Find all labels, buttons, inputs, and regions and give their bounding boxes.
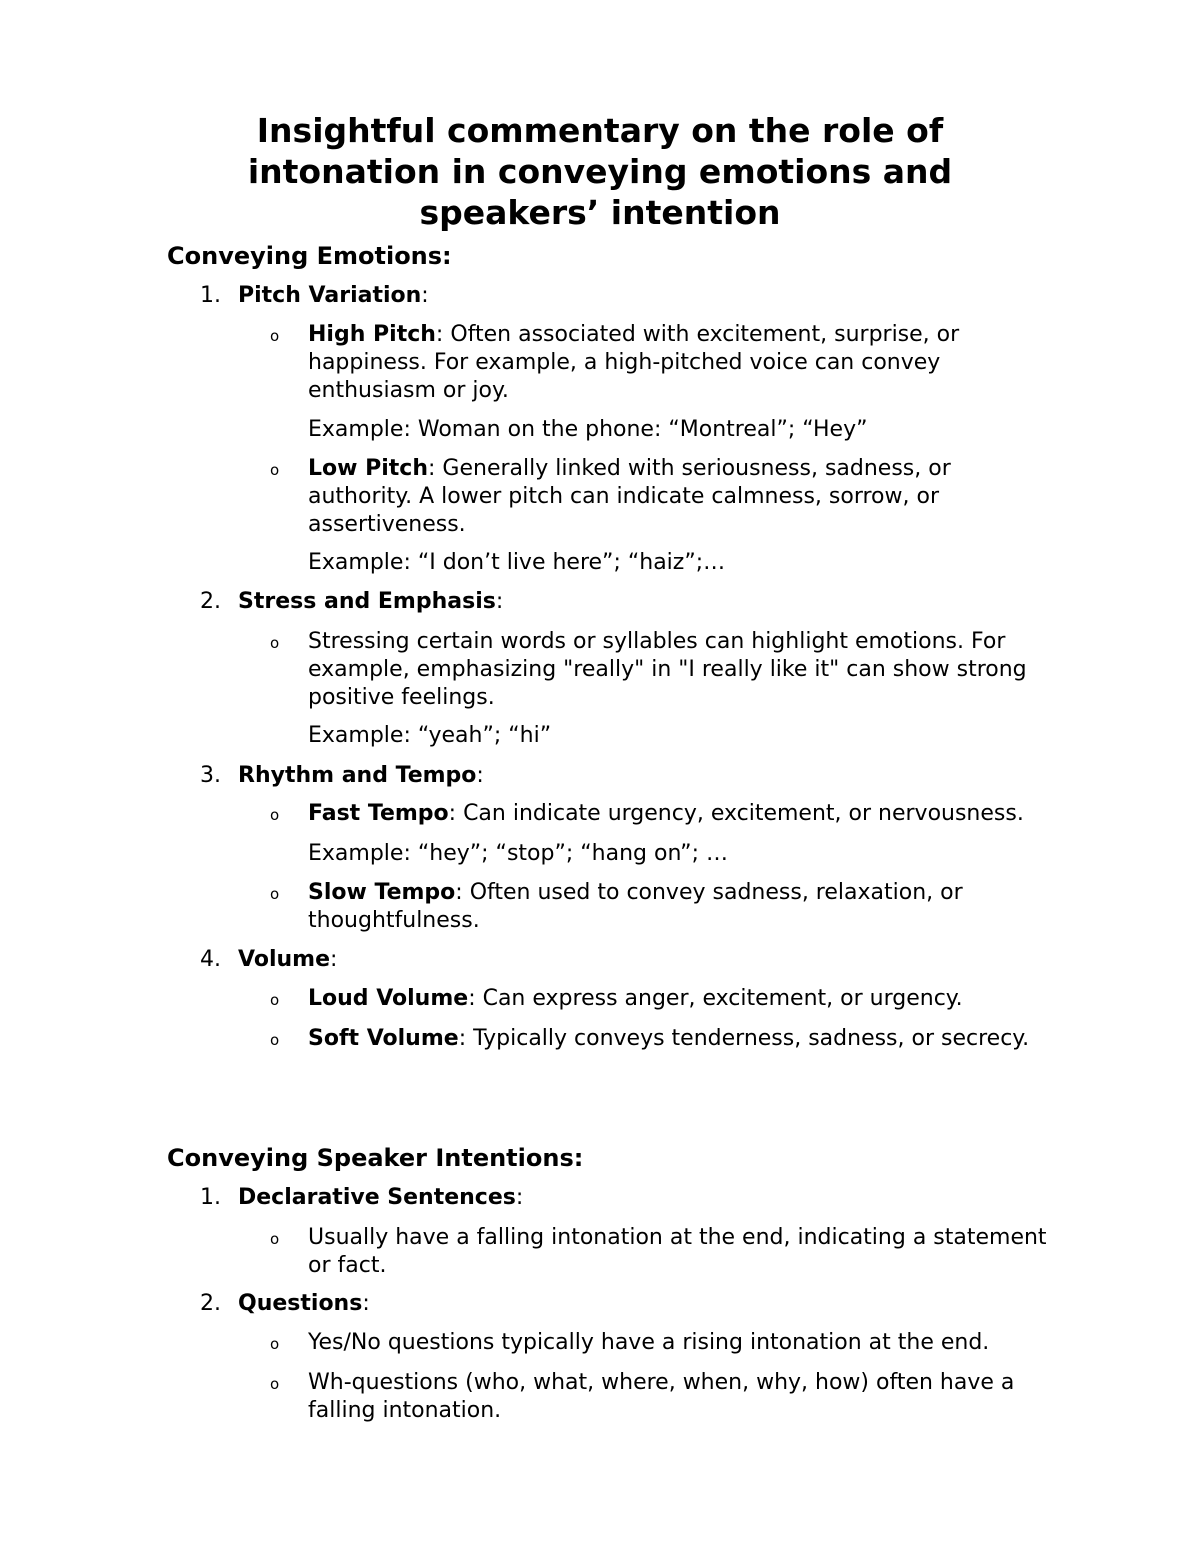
section-heading-intentions: Conveying Speaker Intentions: — [167, 1144, 584, 1172]
bullet-loud-volume — [308, 985, 1108, 1013]
bullet-term: High Pitch — [308, 322, 436, 347]
bullet-text: Yes/No questions typically have a rising intonation at the end. — [308, 1330, 990, 1355]
label-colon: : — [495, 589, 504, 614]
page-title — [160, 110, 1040, 233]
bullet-icon: o — [270, 1230, 280, 1248]
list-number: 1. — [200, 283, 221, 308]
bullet-text: Often associated with excitement, surprise, or — [450, 322, 960, 347]
list-number: 2. — [200, 1291, 221, 1316]
label-colon: : — [476, 763, 484, 788]
list-item-volume — [200, 946, 337, 974]
bullet-icon: o — [270, 1375, 280, 1393]
term-separator: : — [455, 880, 470, 905]
bullet-term: Low Pitch — [308, 456, 429, 481]
list-item-declarative — [200, 1184, 523, 1212]
title-line: intonation in conveying emotions and — [247, 152, 953, 191]
bullet-text: Wh-questions (who, what, where, when, why, how) often have a — [308, 1370, 1015, 1395]
term-separator: : — [428, 456, 443, 481]
bullet-text: assertiveness. — [308, 512, 466, 537]
list-item-label: Questions — [238, 1291, 363, 1316]
example-text: Example: “I don’t live here”; “haiz”;… — [308, 550, 726, 575]
bullet-text: authority. A lower pitch can indicate calmness, sorrow, or — [308, 484, 939, 509]
bullet-text: example, emphasizing "really" in "I really like it" can show strong — [308, 657, 1027, 682]
term-separator: : — [468, 986, 483, 1011]
example-text: Example: “hey”; “stop”; “hang on”; … — [308, 841, 728, 866]
bullet-icon: o — [270, 327, 280, 345]
bullet-term: Fast Tempo — [308, 801, 449, 826]
title-line: Insightful commentary on the role of — [256, 111, 944, 150]
bullet-high-pitch — [308, 321, 1108, 405]
bullet-icon: o — [270, 1335, 280, 1353]
bullet-text: Often used to convey sadness, relaxation, or — [469, 880, 963, 905]
example-text: Example: “yeah”; “hi” — [308, 723, 552, 748]
list-item-rhythm-tempo — [200, 762, 484, 790]
bullet-icon: o — [270, 634, 280, 652]
bullet-text: or fact. — [308, 1253, 387, 1278]
list-item-stress-emphasis — [200, 588, 503, 616]
bullet-text: Stressing certain words or syllables can highlight emotions. For — [308, 629, 1006, 654]
bullet-soft-volume — [308, 1025, 1108, 1053]
bullet-text: positive feelings. — [308, 685, 495, 710]
list-item-label: Volume — [238, 947, 330, 972]
bullet-falling-intonation — [308, 1224, 1108, 1280]
list-number: 4. — [200, 947, 221, 972]
bullet-icon: o — [270, 885, 280, 903]
bullet-icon: o — [270, 806, 280, 824]
bullet-fast-tempo — [308, 800, 1108, 828]
label-colon: : — [515, 1185, 524, 1210]
list-item-label: Rhythm and Tempo — [238, 763, 477, 788]
bullet-text: thoughtfulness. — [308, 908, 480, 933]
list-item-label: Pitch Variation — [238, 283, 422, 308]
label-colon: : — [330, 947, 338, 972]
bullet-text: Usually have a falling intonation at the end, indicating a statement — [308, 1225, 1047, 1250]
bullet-icon: o — [270, 461, 280, 479]
bullet-text: Generally linked with seriousness, sadness, or — [442, 456, 951, 481]
bullet-term: Loud Volume — [308, 986, 469, 1011]
label-colon: : — [362, 1291, 370, 1316]
bullet-wh-questions — [308, 1369, 1108, 1425]
term-separator: : — [448, 801, 464, 826]
bullet-text: Can indicate urgency, excitement, or nervousness. — [463, 801, 1024, 826]
title-line: speakers’ intention — [419, 193, 781, 232]
term-separator: : — [458, 1026, 474, 1051]
list-item-pitch-variation — [200, 282, 429, 310]
bullet-yes-no-questions — [308, 1329, 1108, 1357]
bullet-stressing — [308, 628, 1108, 712]
list-item-questions — [200, 1290, 370, 1318]
bullet-low-pitch — [308, 455, 1108, 539]
bullet-text: Can express anger, excitement, or urgency. — [482, 986, 963, 1011]
bullet-text: enthusiasm or joy. — [308, 378, 509, 403]
bullet-icon: o — [270, 991, 280, 1009]
bullet-text: Typically conveys tenderness, sadness, or secrecy. — [473, 1026, 1030, 1051]
bullet-icon: o — [270, 1031, 280, 1049]
label-colon: : — [421, 283, 429, 308]
bullet-term: Soft Volume — [308, 1026, 459, 1051]
list-item-label: Stress and Emphasis — [238, 589, 496, 614]
term-separator: : — [435, 322, 451, 347]
bullet-text: happiness. For example, a high-pitched voice can convey — [308, 350, 941, 375]
section-heading-emotions: Conveying Emotions: — [167, 242, 452, 270]
list-number: 3. — [200, 763, 221, 788]
bullet-slow-tempo — [308, 879, 1108, 935]
list-item-label: Declarative Sentences — [238, 1185, 516, 1210]
list-number: 2. — [200, 589, 221, 614]
example-text: Example: Woman on the phone: “Montreal”; “Hey” — [308, 417, 868, 442]
bullet-term: Slow Tempo — [308, 880, 456, 905]
list-number: 1. — [200, 1185, 221, 1210]
bullet-text: falling intonation. — [308, 1398, 502, 1423]
